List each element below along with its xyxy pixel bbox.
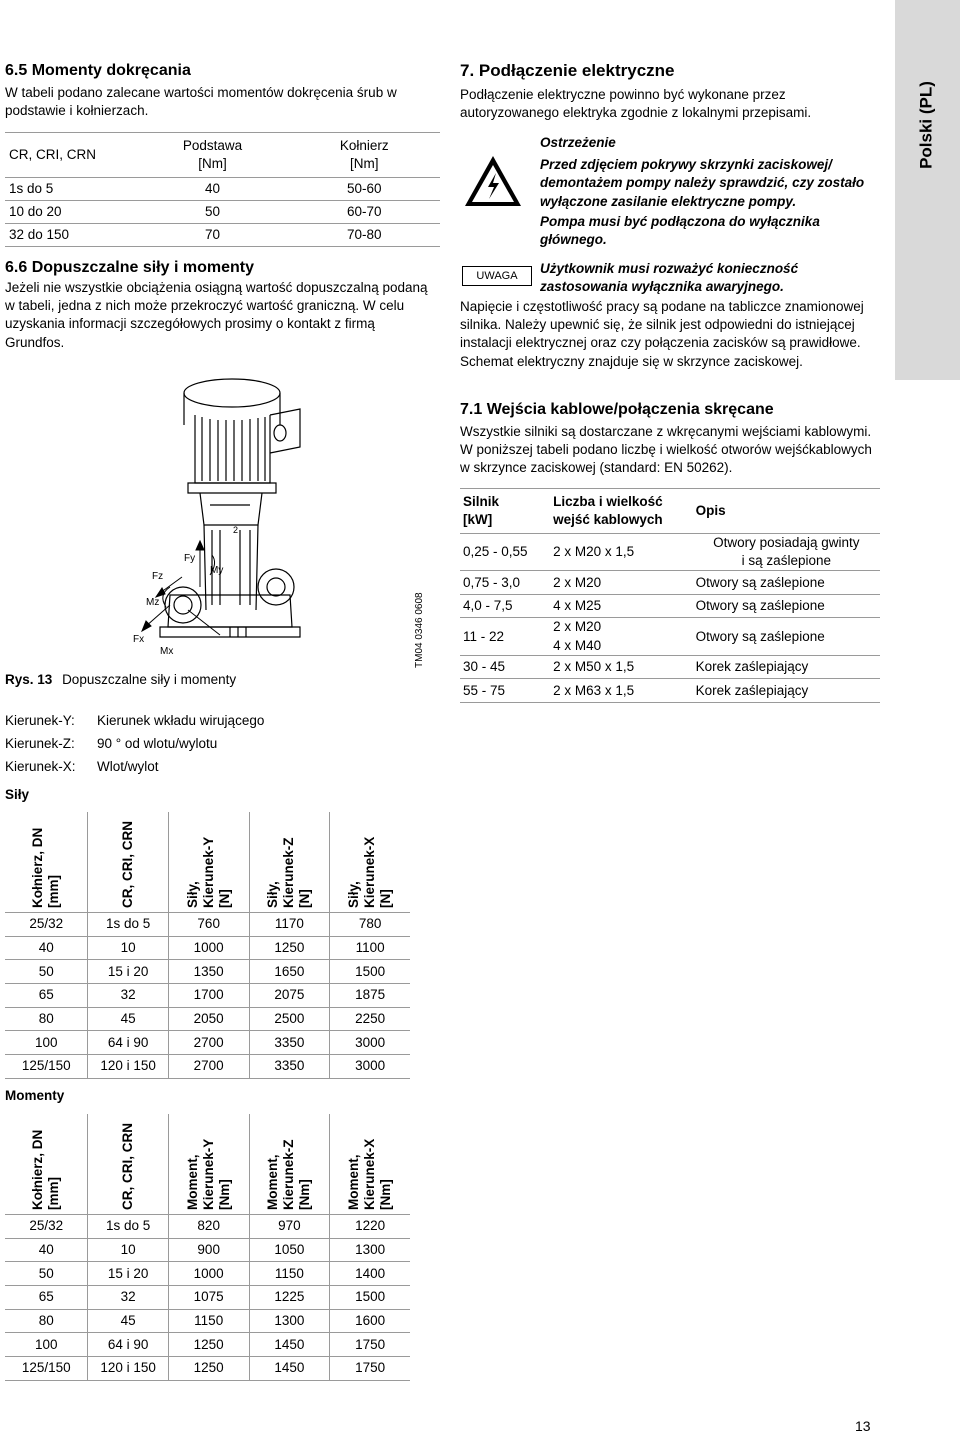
moments-cell: 1050 <box>249 1238 330 1262</box>
forces-cell: 2050 <box>168 1007 249 1031</box>
forces-cell: 3000 <box>330 1031 410 1055</box>
torque-cell: 70 <box>136 224 288 247</box>
figure-caption-text: Dopuszczalne siły i momenty <box>62 672 237 687</box>
warning-text-1: Przed zdjęciem pokrywy skrzynki zaciskowej/ demontażem pompy należy sprawdzić, czy zostało wyłączone zasilanie elektryczne pompy. <box>540 157 865 209</box>
direction-row <box>5 735 425 758</box>
figure-caption <box>5 671 236 689</box>
cable-row <box>460 571 880 595</box>
forces-header-label: Siły, Kierunek-X [N] <box>346 836 394 908</box>
forces-cell: 1650 <box>249 960 330 984</box>
forces-row <box>5 936 410 960</box>
moments-header-cell <box>249 1114 330 1215</box>
direction-value: Kierunek wkładu wirującego <box>97 713 265 728</box>
moments-cell: 45 <box>88 1309 168 1333</box>
forces-row <box>5 984 410 1008</box>
warning-text-2: Pompa musi być podłączona do wyłącznika głównego. <box>540 213 820 248</box>
cable-cell: 55 - 75 <box>460 679 550 703</box>
cable-row <box>460 655 880 679</box>
moments-cell: 1400 <box>330 1262 410 1286</box>
torque-header-cell: Kołnierz [Nm] <box>289 133 440 178</box>
cable-cell: 0,75 - 3,0 <box>460 571 550 595</box>
forces-cell: 3000 <box>330 1055 410 1079</box>
directions-list <box>5 712 425 781</box>
forces-cell: 1000 <box>168 936 249 960</box>
language-tab-label: Polski (PL) <box>916 81 936 169</box>
torque-cell: 10 do 20 <box>5 201 136 224</box>
moments-row <box>5 1262 410 1286</box>
figure-caption-number: Rys. 13 <box>5 672 53 687</box>
page-number: 13 <box>855 1418 871 1434</box>
moments-cell: 15 i 20 <box>88 1262 168 1286</box>
moments-cell: 1450 <box>249 1333 330 1357</box>
torque-row <box>5 201 440 224</box>
forces-cell: 100 <box>5 1031 88 1055</box>
forces-cell: 15 i 20 <box>88 960 168 984</box>
moments-cell: 1225 <box>249 1286 330 1310</box>
direction-row <box>5 758 425 781</box>
section-6-5-title: 6.5 Momenty dokręcania <box>5 62 191 79</box>
forces-cell: 32 <box>88 984 168 1008</box>
language-side-tab <box>895 0 960 380</box>
torque-header-row <box>5 133 440 178</box>
moments-cell: 1300 <box>330 1238 410 1262</box>
moments-cell: 125/150 <box>5 1357 88 1381</box>
forces-cell: 2500 <box>249 1007 330 1031</box>
direction-row <box>5 712 425 735</box>
forces-cell: 65 <box>5 984 88 1008</box>
moments-header-label: Moment, Kierunek-Y [Nm] <box>184 1138 232 1210</box>
forces-title: Siły <box>5 787 30 802</box>
direction-key: Kierunek-Y: <box>5 713 75 728</box>
forces-cell: 2250 <box>330 1007 410 1031</box>
moments-cell: 1750 <box>330 1333 410 1357</box>
direction-key: Kierunek-Z: <box>5 736 75 751</box>
moments-cell: 1600 <box>330 1309 410 1333</box>
forces-cell: 2700 <box>168 1055 249 1079</box>
moments-cell: 64 i 90 <box>88 1333 168 1357</box>
cable-cell: Korek zaślepiający <box>693 679 880 703</box>
moments-cell: 80 <box>5 1309 88 1333</box>
cable-cell: 11 - 22 <box>460 618 550 655</box>
moments-cell: 1150 <box>249 1262 330 1286</box>
torque-table <box>5 132 440 247</box>
cable-cell: 2 x M20 x 1,5 <box>550 534 693 571</box>
cable-row <box>460 618 880 655</box>
cable-row <box>460 594 880 618</box>
torque-header-cell: CR, CRI, CRN <box>5 133 136 178</box>
cable-cell: 2 x M20 <box>550 571 693 595</box>
label-fx: Fx <box>133 634 145 645</box>
cable-cell: Otwory są zaślepione <box>693 594 880 618</box>
forces-cell: 1350 <box>168 960 249 984</box>
moments-cell: 65 <box>5 1286 88 1310</box>
pump-drawing <box>160 379 300 637</box>
moments-header-label: Moment, Kierunek-X [Nm] <box>346 1138 394 1210</box>
moments-cell: 25/32 <box>5 1215 88 1239</box>
figure-code: TM04 0346 0608 <box>414 592 425 668</box>
forces-cell: 1100 <box>330 936 410 960</box>
moments-header-cell <box>330 1114 410 1215</box>
svg-text:2: 2 <box>233 525 239 535</box>
forces-row <box>5 1007 410 1031</box>
moments-cell: 1150 <box>168 1309 249 1333</box>
forces-cell: 780 <box>330 913 410 937</box>
torque-row <box>5 224 440 247</box>
forces-cell: 40 <box>5 936 88 960</box>
forces-table <box>5 812 410 1079</box>
high-voltage-warning-icon <box>462 153 524 209</box>
moments-header-label: Kołnierz, DN [mm] <box>30 1129 62 1210</box>
torque-cell: 1s do 5 <box>5 178 136 201</box>
moments-cell: 1250 <box>168 1357 249 1381</box>
cable-row <box>460 534 880 571</box>
moments-row <box>5 1215 410 1239</box>
forces-header-label: CR, CRI, CRN <box>120 821 136 908</box>
warning-block <box>540 134 885 249</box>
forces-cell: 1170 <box>249 913 330 937</box>
uwaga-text: Użytkownik musi rozważyć konieczność zastosowania wyłącznika awaryjnego. <box>540 261 799 295</box>
forces-cell: 64 i 90 <box>88 1031 168 1055</box>
label-fz: Fz <box>152 571 164 582</box>
section-7-body: Napięcie i częstotliwość pracy są podane na tabliczce znamionowej silnika. Należy upewnić się, że silnik jest odpowiedni do istniejącej instalacji elektrycznej oraz czy połączenia zacisków są prawidłowe. Schemat elektryczny znajduje się w skrzynce zaciskowej. <box>460 299 864 369</box>
cable-cell: 2 x M63 x 1,5 <box>550 679 693 703</box>
pump-forces-figure <box>100 365 430 690</box>
forces-row <box>5 960 410 984</box>
moments-cell: 40 <box>5 1238 88 1262</box>
moments-header-cell <box>88 1114 168 1215</box>
forces-header-label: Siły, Kierunek-Z [N] <box>265 837 313 908</box>
cable-cell: 4,0 - 7,5 <box>460 594 550 618</box>
section-7-1-title: 7.1 Wejścia kablowe/połączenia skręcane <box>460 401 774 418</box>
moments-cell: 820 <box>168 1215 249 1239</box>
cable-cell: Korek zaślepiający <box>693 655 880 679</box>
forces-cell: 3350 <box>249 1055 330 1079</box>
forces-cell: 2075 <box>249 984 330 1008</box>
forces-header-cell <box>168 812 249 913</box>
label-mz: Mz <box>146 597 160 608</box>
cable-header-cell: Liczba i wielkość wejść kablowych <box>550 489 693 534</box>
force-arrows <box>142 541 220 635</box>
moments-row <box>5 1309 410 1333</box>
moments-row <box>5 1238 410 1262</box>
cable-header-row <box>460 489 880 534</box>
label-mx: Mx <box>160 646 174 657</box>
moments-cell: 1500 <box>330 1286 410 1310</box>
uwaga-badge: UWAGA <box>462 266 532 286</box>
warning-title: Ostrzeżenie <box>540 135 616 150</box>
direction-value: 90 ° od wlotu/wylotu <box>97 736 218 751</box>
torque-cell: 60-70 <box>289 201 440 224</box>
cable-header-cell: Silnik [kW] <box>460 489 550 534</box>
cable-cell: 30 - 45 <box>460 655 550 679</box>
direction-value: Wlot/wylot <box>97 759 159 774</box>
forces-cell: 125/150 <box>5 1055 88 1079</box>
forces-cell: 50 <box>5 960 88 984</box>
moments-row <box>5 1286 410 1310</box>
label-my: My <box>210 565 224 576</box>
torque-row <box>5 178 440 201</box>
forces-header-cell <box>88 812 168 913</box>
moments-cell: 1750 <box>330 1357 410 1381</box>
forces-header-label: Siły, Kierunek-Y [N] <box>184 836 232 908</box>
moments-title: Momenty <box>5 1088 65 1103</box>
forces-cell: 1500 <box>330 960 410 984</box>
forces-cell: 2700 <box>168 1031 249 1055</box>
moments-cell: 50 <box>5 1262 88 1286</box>
forces-cell: 1250 <box>249 936 330 960</box>
cable-row <box>460 679 880 703</box>
moments-table <box>5 1114 410 1381</box>
moments-header-cell <box>168 1114 249 1215</box>
moments-cell: 900 <box>168 1238 249 1262</box>
forces-cell: 1700 <box>168 984 249 1008</box>
forces-cell: 3350 <box>249 1031 330 1055</box>
cable-entry-table <box>460 488 880 703</box>
forces-header-label: Kołnierz, DN [mm] <box>30 827 62 908</box>
forces-cell: 25/32 <box>5 913 88 937</box>
moments-cell: 120 i 150 <box>88 1357 168 1381</box>
torque-cell: 70-80 <box>289 224 440 247</box>
moments-cell: 1075 <box>168 1286 249 1310</box>
torque-cell: 50-60 <box>289 178 440 201</box>
moments-cell: 1250 <box>168 1333 249 1357</box>
torque-cell: 40 <box>136 178 288 201</box>
section-7-intro: Podłączenie elektryczne powinno być wykonane przez autoryzowanego elektryka zgodnie z lokalnymi przepisami. <box>460 87 812 121</box>
cable-cell: Otwory są zaślepione <box>693 571 880 595</box>
torque-cell: 32 do 150 <box>5 224 136 247</box>
forces-header-cell <box>249 812 330 913</box>
forces-header-cell <box>330 812 410 913</box>
cable-cell: Otwory są zaślepione <box>693 618 880 655</box>
moments-row <box>5 1333 410 1357</box>
forces-header-cell <box>5 812 88 913</box>
cable-header-cell: Opis <box>693 489 880 534</box>
forces-cell: 760 <box>168 913 249 937</box>
forces-cell: 10 <box>88 936 168 960</box>
section-6-6-body: Jeżeli nie wszystkie obciążenia osiągną wartość dopuszczalną podaną w tabeli, jedna z nich może przekroczyć wartość graniczną. W celu uzyskania informacji szczegółowych prosimy o kontakt z firmą Grundfos. <box>5 280 428 350</box>
cable-cell: 2 x M20 4 x M40 <box>550 618 693 655</box>
forces-row <box>5 913 410 937</box>
cable-cell: 0,25 - 0,55 <box>460 534 550 571</box>
moments-cell: 100 <box>5 1333 88 1357</box>
forces-cell: 1875 <box>330 984 410 1008</box>
moments-cell: 1s do 5 <box>88 1215 168 1239</box>
moments-cell: 1220 <box>330 1215 410 1239</box>
forces-cell: 120 i 150 <box>88 1055 168 1079</box>
moments-row <box>5 1357 410 1381</box>
cable-cell: 2 x M50 x 1,5 <box>550 655 693 679</box>
forces-cell: 1s do 5 <box>88 913 168 937</box>
moments-cell: 1000 <box>168 1262 249 1286</box>
section-7-1-body: Wszystkie silniki są dostarczane z wkręcanymi wejściami kablowymi. W poniższej tabeli podano liczbę i wielkość otworów wejśćkablowych w skrzynce zaciskowej (standard: EN 50262). <box>460 424 872 476</box>
moments-cell: 970 <box>249 1215 330 1239</box>
moments-header-cell <box>5 1114 88 1215</box>
section-7-title: 7. Podłączenie elektryczne <box>460 61 675 80</box>
forces-row <box>5 1055 410 1079</box>
direction-key: Kierunek-X: <box>5 759 76 774</box>
section-6-5-intro: W tabeli podano zalecane wartości momentów dokręcenia śrub w podstawie i kołnierzach. <box>5 85 397 119</box>
forces-cell: 45 <box>88 1007 168 1031</box>
moments-header-label: CR, CRI, CRN <box>120 1123 136 1210</box>
forces-row <box>5 1031 410 1055</box>
cable-cell: Otwory posiadają gwinty i są zaślepione <box>693 534 880 571</box>
section-6-6-title: 6.6 Dopuszczalne siły i momenty <box>5 259 254 276</box>
label-fy: Fy <box>184 553 196 564</box>
moments-cell: 10 <box>88 1238 168 1262</box>
torque-header-cell: Podstawa [Nm] <box>136 133 288 178</box>
moments-cell: 32 <box>88 1286 168 1310</box>
moments-cell: 1450 <box>249 1357 330 1381</box>
torque-cell: 50 <box>136 201 288 224</box>
figure-code-wrap <box>413 578 427 668</box>
cable-cell: 4 x M25 <box>550 594 693 618</box>
forces-cell: 80 <box>5 1007 88 1031</box>
moments-header-label: Moment, Kierunek-Z [Nm] <box>265 1139 313 1210</box>
moments-cell: 1300 <box>249 1309 330 1333</box>
